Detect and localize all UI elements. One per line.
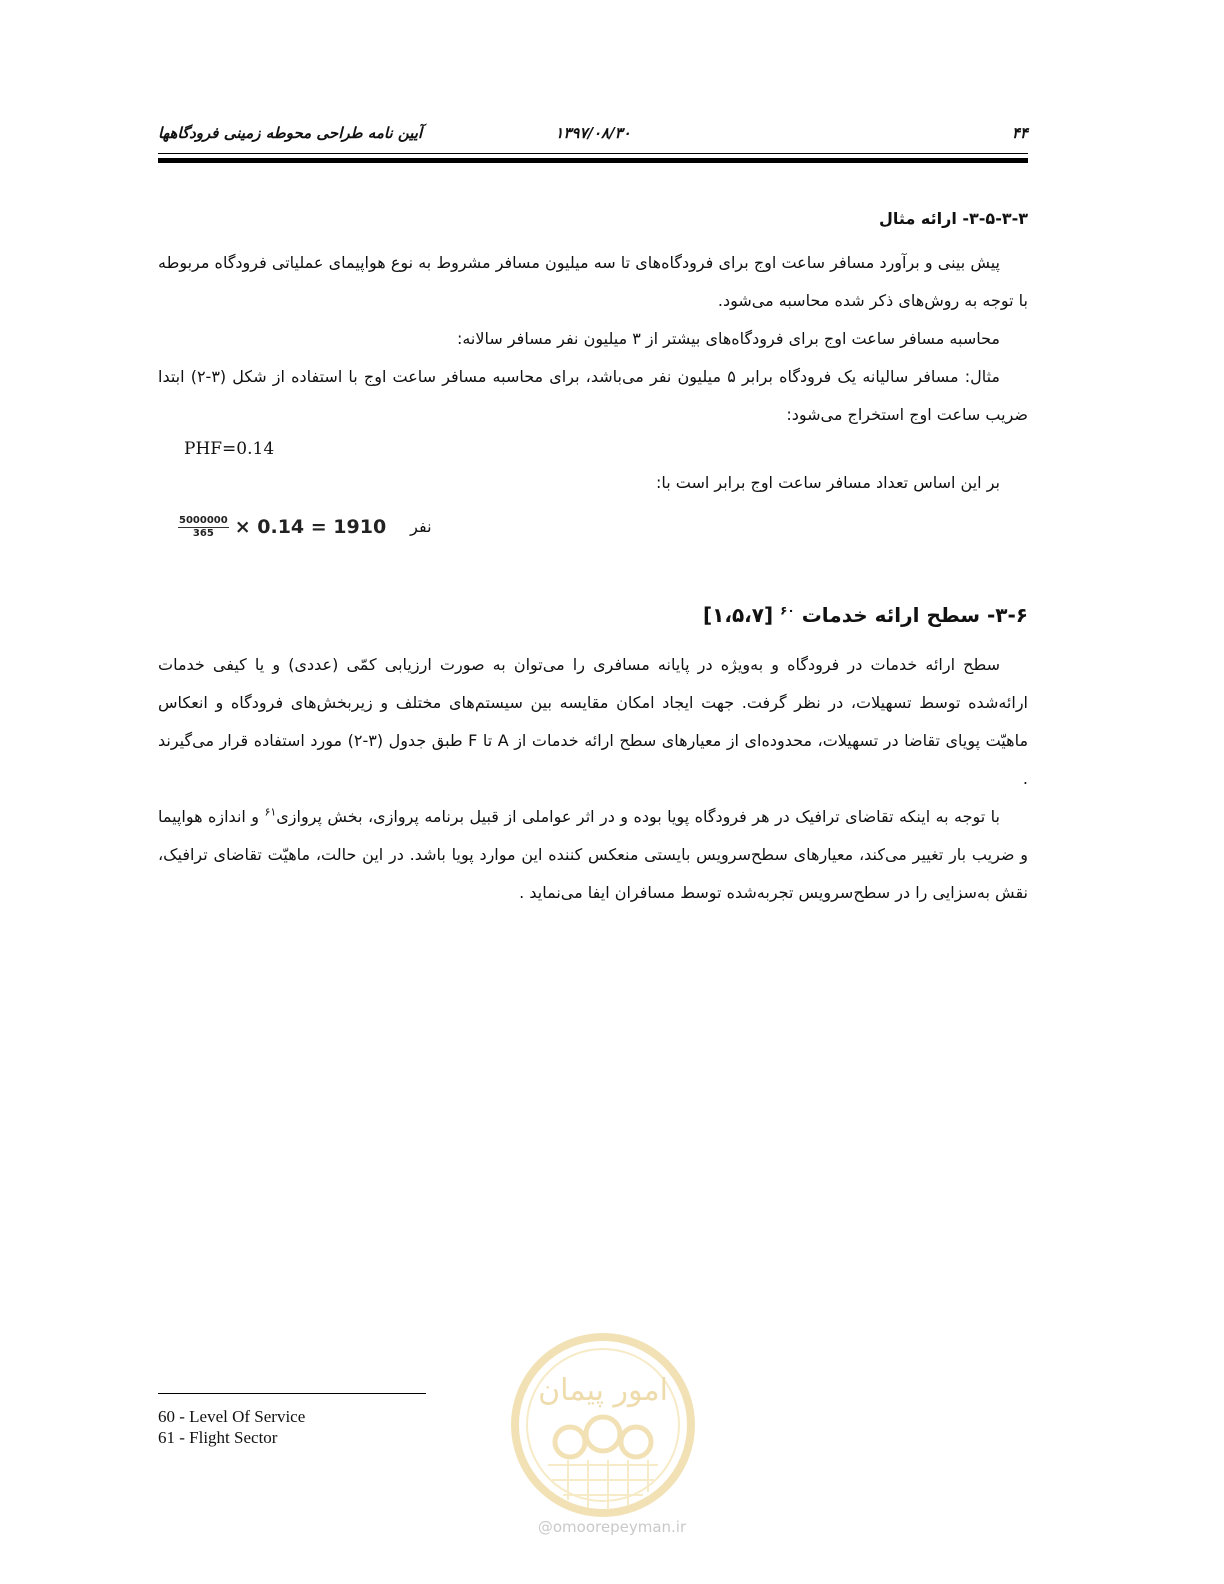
watermark-logo — [508, 1330, 698, 1520]
header-rule-thick — [158, 158, 1028, 163]
footnotes — [158, 1406, 305, 1448]
paragraph: بر این اساس تعداد مسافر ساعت اوج برابر است با: — [655, 473, 1000, 492]
header-date: ۱۳۹۷/۰۸/۳۰ — [555, 124, 631, 142]
formula-block — [158, 464, 1028, 548]
section-heading-text: ۳-۶- سطح ارائه خدمات — [801, 603, 1028, 627]
section-heading-3-3-5-3: ۳-۵-۳-۳- ارائه مثال — [879, 209, 1028, 228]
citation: [۱،۵،۷] — [703, 603, 774, 627]
page-number: ۴۴ — [1011, 124, 1028, 142]
footnote-separator — [158, 1393, 426, 1394]
formula-expression: × 0.14 = 1910 — [234, 516, 387, 538]
footnote-ref: ۶۱ — [264, 805, 277, 819]
page-content — [158, 200, 1028, 912]
section-gap — [158, 548, 1028, 596]
formula-numerator: 5000000 — [179, 514, 228, 526]
paragraph — [158, 798, 1028, 912]
formula-unit: نفر — [410, 517, 432, 536]
paragraph-text: و اندازه هواپیما و ضریب بار تغییر می‌کند، معیارهای سطح‌سرویس بایستی منعکس کننده این موارد پویا باشد. در این حالت، ماهیّت تقاضای ترافیک، نقش به‌سزایی را در سطح‌سرویس تجربه‌شده توسط مسافران ایفا می‌نماید . — [158, 807, 1028, 902]
page-header — [158, 120, 1028, 150]
footnote-ref: ۶۰ — [780, 603, 795, 618]
footnote-60: 60 - Level Of Service — [158, 1407, 306, 1426]
section-heading-3-6 — [158, 596, 1028, 634]
peak-hour-formula — [178, 508, 432, 546]
paragraph: مثال: مسافر سالیانه یک فرودگاه برابر ۵ میلیون نفر می‌باشد، برای محاسبه مسافر ساعت اوج با استفاده از شکل (۳-۲) ابتدا ضریب ساعت اوج استخراج می‌شود: — [158, 367, 1028, 424]
phf-value: PHF=0.14 — [184, 439, 275, 459]
footnote-61: 61 - Flight Sector — [158, 1428, 278, 1447]
paragraph: محاسبه مسافر ساعت اوج برای فرودگاه‌های بیشتر از ۳ میلیون نفر مسافر سالانه: — [456, 329, 1000, 348]
formula-denominator: 365 — [192, 527, 214, 539]
paragraph: سطح ارائه خدمات در فرودگاه و به‌ویژه در پایانه مسافری را می‌توان به صورت ارزیابی کمّی (عددی) و یا کیفی خدمات ارائه‌شده توسط تسهیلات، در نظر گرفت. جهت ایجاد امکان مقایسه بین سیستم‌های مختلف و زیربخش‌های فرودگاه و انعکاس ماهیّت پویای تقاضا در تسهیلات، محدوده‌ای از معیارهای سطح ارائه خدمات از A تا F طبق جدول (۳-۲) مورد استفاده قرار می‌گیرند . — [158, 655, 1029, 788]
paragraph: پیش بینی و برآورد مسافر ساعت اوج برای فرودگاه‌های تا سه میلیون مسافر مشروط به نوع هواپیمای عملیاتی فرودگاه مربوطه با توجه به روش‌های ذکر شده محاسبه می‌شود. — [158, 253, 1028, 310]
watermark-url: @omoorepeyman.ir — [537, 1518, 687, 1536]
watermark-logo-text: امور پیمان — [538, 1373, 668, 1408]
header-rule-thin — [158, 153, 1028, 154]
formula-fraction — [178, 515, 229, 540]
document-title: آیین نامه طراحی محوطه زمینی فرودگاهها — [158, 124, 423, 142]
paragraph-text: با توجه به اینکه تقاضای ترافیک در هر فرودگاه پویا بوده و در اثر عواملی از قبیل برنامه پروازی، بخش پروازی — [276, 807, 1001, 826]
